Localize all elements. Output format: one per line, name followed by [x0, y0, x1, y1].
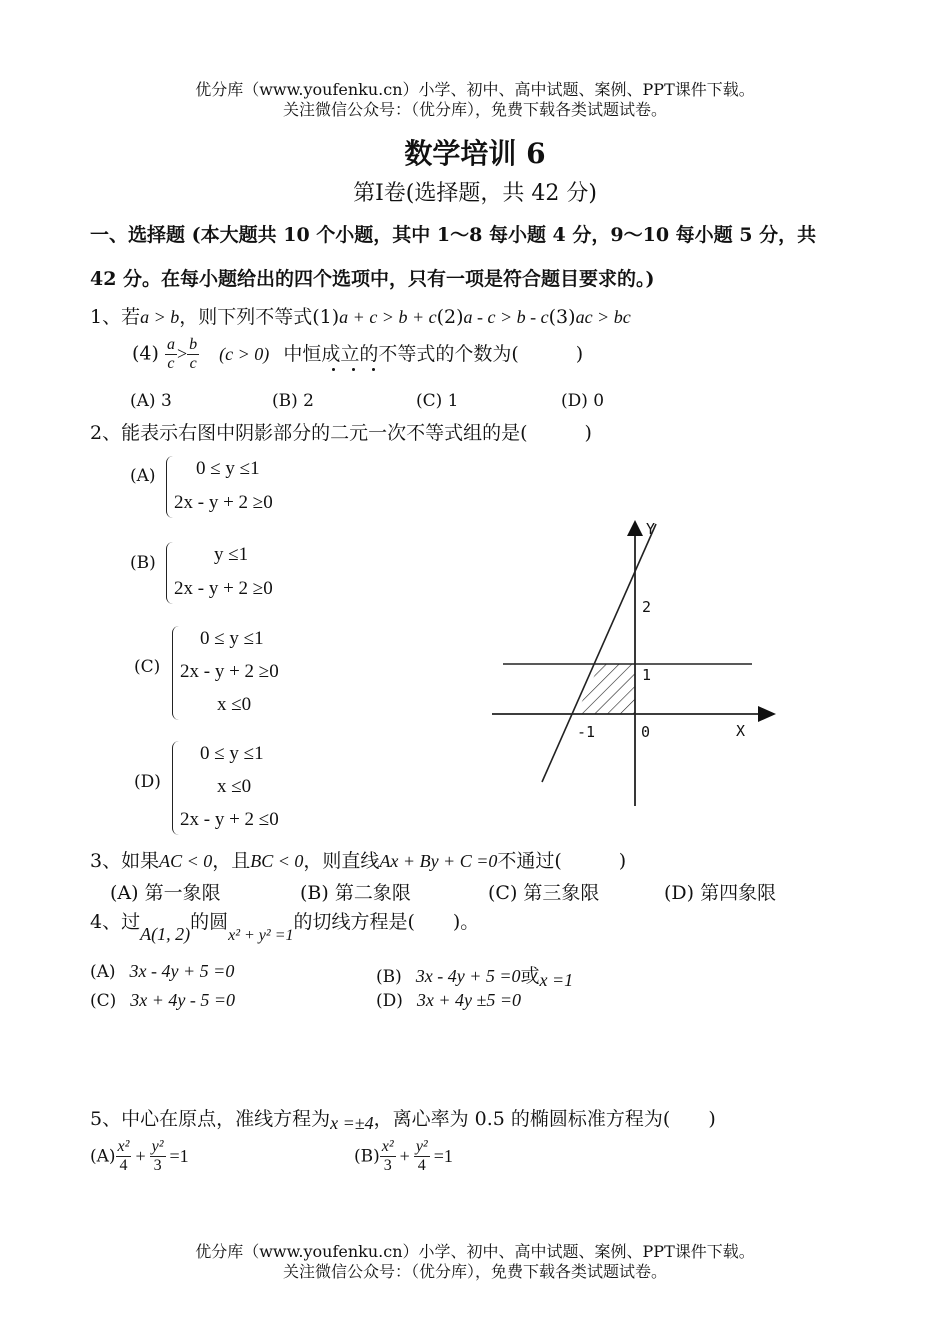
- q5-b-frac-y: $\frac{\text{y²}}{4}$: [415, 1138, 428, 1174]
- q2-c-line-1: 0 ≤ y ≤1: [200, 628, 264, 649]
- page-title: 数学培训 6: [404, 137, 546, 170]
- q5-option-b-label: (B): [354, 1146, 380, 1167]
- q2-b-line-2: 2x - y + 2 ≥0: [174, 578, 273, 599]
- q5-a-eq: =1: [169, 1145, 189, 1166]
- q2-option-b-label: (B): [130, 553, 156, 573]
- q4-option-a-eq: 3x - 4y + 5 =0: [129, 961, 235, 981]
- q3-prefix: 3、如果: [90, 850, 160, 872]
- q2-b-line-1: y ≤1: [214, 544, 249, 565]
- origin-label: 0: [641, 723, 651, 741]
- q1-condition: a > b: [140, 307, 180, 327]
- q5-b-frac-x: $\frac{\text{x²}}{3}$: [381, 1138, 394, 1174]
- question-1-line-2: [132, 336, 583, 373]
- brace: [166, 542, 173, 604]
- q3-mid-1: ，且: [212, 850, 251, 872]
- question-3-text: [90, 846, 626, 873]
- q4-circle: x² + y² =1: [228, 927, 294, 944]
- q3-cond-1: AC < 0: [159, 851, 213, 871]
- q4-option-c: [90, 990, 235, 1011]
- q3-option-b: (B) 第二象限: [300, 882, 411, 904]
- emphasis-dot: [332, 368, 335, 371]
- question-5-text: [90, 1104, 716, 1131]
- tick-label-1: 1: [642, 666, 652, 684]
- q1-frac-a-over-c: $\frac{a}{c}$: [166, 336, 175, 372]
- q2-a-line-2: 2x - y + 2 ≥0: [174, 492, 273, 513]
- q4-option-a-label: (A): [90, 962, 116, 982]
- q1-condition-2: (c > 0): [219, 343, 270, 364]
- brace: [166, 456, 173, 518]
- q1-expr-2: a - c > b - c: [463, 307, 549, 327]
- q1-label-2: (2): [436, 306, 464, 328]
- brace: [172, 741, 179, 835]
- q5-a-frac-y: $\frac{\text{y²}}{3}$: [151, 1138, 164, 1174]
- q5-option-a-label: (A): [90, 1146, 116, 1167]
- tick-label-2: 2: [642, 598, 652, 616]
- q4-option-b-label: (B): [376, 967, 402, 987]
- q3-tail: 不通过( ): [497, 850, 627, 872]
- q4-option-b-eq: 3x - 4y + 5 =0: [415, 966, 521, 986]
- q4-mid: 的圆: [190, 911, 229, 933]
- q5-tail: ，离心率为 0.5 的椭圆标准方程为( ): [373, 1108, 716, 1130]
- q2-option-d-label: (D): [134, 772, 161, 792]
- tick-label-neg1: -1: [577, 723, 596, 741]
- q5-b-plus: +: [399, 1145, 410, 1166]
- q2-d-line-1: 0 ≤ y ≤1: [200, 743, 264, 764]
- x-axis-label: X: [736, 722, 746, 740]
- q1-option-b: (B) 2: [272, 391, 314, 411]
- q3-option-c: (C) 第三象限: [488, 882, 600, 904]
- q2-c-line-3: x ≤0: [217, 694, 252, 715]
- footer-line-2: 关注微信公众号：（优分库），免费下载各类试题试卷。: [282, 1262, 667, 1281]
- q5-b-eq: =1: [433, 1145, 453, 1166]
- q1-prefix: 1、若: [90, 306, 141, 328]
- q5-option-b: [354, 1138, 453, 1175]
- q5-option-a: [90, 1138, 189, 1175]
- q2-d-line-2: x ≤0: [217, 776, 252, 797]
- q1-expr-3: ac > bc: [575, 307, 631, 327]
- q4-option-b: [376, 961, 573, 988]
- q4-option-b-or: 或: [520, 965, 540, 987]
- question-1-line-1: [90, 302, 631, 329]
- q1-label-3: (3): [548, 306, 576, 328]
- question-4-text: [90, 907, 480, 944]
- q2-a-line-1: 0 ≤ y ≤1: [196, 458, 260, 479]
- q5-a-plus: +: [135, 1145, 146, 1166]
- q1-option-d: (D) 0: [561, 391, 605, 411]
- q4-option-d-eq: 3x + 4y ±5 =0: [416, 990, 522, 1010]
- q4-option-c-label: (C): [90, 991, 117, 1011]
- q2-graph: [480, 510, 790, 810]
- q5-prefix: 5、中心在原点，准线方程为: [90, 1108, 331, 1130]
- q1-tail: 中恒成立的不等式的个数为( ): [283, 342, 584, 365]
- q3-option-d: (D) 第四象限: [664, 882, 777, 904]
- q1-expr-1: a + c > b + c: [339, 307, 437, 327]
- y-axis-arrow: [627, 520, 643, 536]
- q1-mid: ，则下列不等式(1): [179, 306, 340, 328]
- q5-a-frac-x: $\frac{\text{x²}}{4}$: [117, 1138, 130, 1174]
- q3-mid-2: ，则直线: [303, 850, 380, 872]
- q4-option-b-eq-2: x =1: [539, 970, 574, 990]
- section-heading-line-2: 42 分。在每小题给出的四个选项中，只有一项是符合题目要求的。): [90, 268, 655, 290]
- q4-option-c-eq: 3x + 4y - 5 =0: [130, 990, 236, 1010]
- q4-option-a: [90, 961, 234, 982]
- section-heading-line-1: 一、选择题 (本大题共 10 个小题，其中 1～8 每小题 4 分，9～10 每小题 5 分，共: [90, 224, 817, 246]
- q4-tail: 的切线方程是( )。: [293, 911, 480, 933]
- question-2-text: 2、能表示右图中阴影部分的二元一次不等式组的是( ): [90, 422, 592, 444]
- q2-c-line-2: 2x - y + 2 ≥0: [180, 661, 279, 682]
- q4-point: A(1, 2): [140, 924, 191, 944]
- q3-line-eq: Ax + By + C =0: [379, 851, 498, 871]
- header-line-2: 关注微信公众号：（优分库），免费下载各类试题试卷。: [282, 100, 667, 119]
- q1-option-c: (C) 1: [416, 391, 459, 411]
- footer-line-1: 优分库（www.youfenku.cn）小学、初中、高中试题、案例、PPT课件下载。: [195, 1242, 755, 1261]
- q1-gt: >: [176, 343, 188, 364]
- q1-frac-b-over-c: $\frac{b}{c}$: [189, 336, 198, 372]
- q2-d-line-3: 2x - y + 2 ≤0: [180, 809, 279, 830]
- q2-option-a-label: (A): [130, 466, 156, 486]
- q1-label-4: (4): [132, 342, 159, 365]
- q3-option-a: (A) 第一象限: [110, 882, 221, 904]
- line-2x-y-plus-2: [542, 524, 656, 782]
- page-subtitle: 第Ⅰ卷(选择题，共 42 分): [353, 181, 597, 206]
- emphasis-dot: [372, 368, 375, 371]
- q2-option-c-label: (C): [134, 657, 161, 677]
- q1-option-a: (A) 3: [130, 391, 172, 411]
- q3-cond-2: BC < 0: [250, 851, 304, 871]
- q4-prefix: 4、过: [90, 911, 141, 933]
- emphasis-dot: [352, 368, 355, 371]
- x-axis-arrow: [758, 706, 776, 722]
- brace: [172, 626, 179, 720]
- q4-option-d: [376, 990, 521, 1011]
- y-axis-label: Y: [646, 520, 656, 538]
- shaded-region: [576, 664, 635, 714]
- q5-directrix: x =±4: [330, 1113, 374, 1133]
- header-line-1: 优分库（www.youfenku.cn）小学、初中、高中试题、案例、PPT课件下载。: [195, 80, 755, 99]
- q4-option-d-label: (D): [376, 991, 403, 1011]
